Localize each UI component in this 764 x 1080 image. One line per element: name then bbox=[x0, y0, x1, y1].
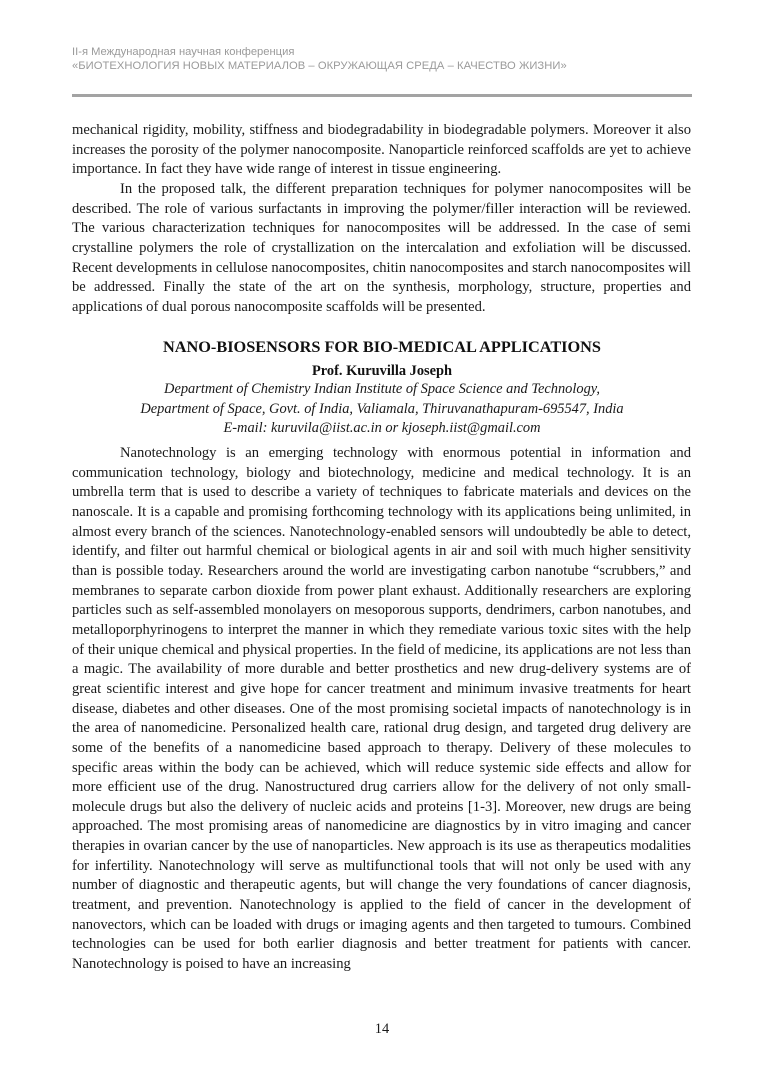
paragraph: mechanical rigidity, mobility, stiffness and biodegradability in biodegradable polymers. Moreover it also increases the porosity of the polymer nanocomposite. Nanoparticle reinforced scaffolds are yet to achieve importance. In fact they have wide range of interest in tissue engineering. bbox=[72, 122, 691, 178]
previous-article-text bbox=[72, 121, 691, 318]
page-number: 14 bbox=[374, 1021, 390, 1037]
conference-theme: «БИОТЕХНОЛОГИЯ НОВЫХ МАТЕРИАЛОВ – ОКРУЖАЮЩАЯ СРЕДА – КАЧЕСТВО ЖИЗНИ» bbox=[72, 59, 567, 72]
affiliation-line: Department of Chemistry Indian Institute of Space Science and Technology, bbox=[164, 381, 600, 397]
author-affiliation bbox=[72, 380, 692, 439]
affiliation-line: Department of Space, Govt. of India, Valiamala, Thiruvanathapuram-695547, India bbox=[140, 400, 624, 417]
article-author bbox=[72, 362, 692, 380]
author-name: . Kuruvilla Joseph bbox=[338, 363, 453, 379]
conference-name: II-я Международная научная конференция bbox=[72, 46, 295, 58]
article-body bbox=[72, 444, 691, 975]
paragraph: In the proposed talk, the different preparation techniques for polymer nanocomposites will be described. The role of various surfactants in improving the polymer/filler interaction will be reviewed. The various characterization techniques for nanocomposites will be addressed. In the case of semi crystalline polymers the role of crystallization on the intercalation and exfoliation will be discussed. Recent developments in cellulose nanocomposites, chitin nanocomposites and starch nanocomposites will be addressed. Finally the state of the art on the synthesis, morphology, structure, properties and applications of dual porous nanocomposite scaffolds will be presented. bbox=[72, 180, 691, 315]
email-line: E-mail: kuruvila@iist.ac.in or kjoseph.iist@gmail.com bbox=[223, 420, 541, 436]
article-title: NANO-BIOSENSORS FOR BIO-MEDICAL APPLICATIONS bbox=[162, 337, 601, 356]
author-prefix: Prof bbox=[311, 363, 339, 379]
running-header bbox=[72, 46, 692, 73]
paragraph: Nanotechnology is an emerging technology with enormous potential in information and communication technology, biology and biotechnology, medicine and medical technology. It is an umbrella term that is used to describe a variety of techniques to fabricate materials and devices on the nanoscale. It is a capable and promising forthcoming technology with its applications being unlimited, in almost every branch of the sciences. Nanotechnology-enabled sensors will undoubtedly be able to detect, identify, and filter out harmful chemical or biological agents in air and soil with much higher sensitivity than is possible today. Researchers around the world are investigating carbon nanotube “scrubbers,” and membranes to separate carbon dioxide from power plant exhaust. Additionally researchers are exploring particles such as self-assembled monolayers on mesoporous supports, dendrimers, carbon nanotubes, and metalloporphyrinogens to interpret the manner in which they remediate various toxic sites with the help of their unique chemical and physical properties. In the field of medicine, its applications are not less than a magic. The availability of more durable and better prosthetics and new drug-delivery systems are of great scientific interest and give hope for cancer treatment and minimum invasive treatments for heart disease, diabetes and other diseases. One of the most promising societal impacts of nanotechnology is in the area of nanomedicine. Personalized health care, rational drug design, and targeted drug delivery are some of the benefits of a nanomedicine based approach to therapy. Delivery of these molecules to specific areas within the body can be achieved, which will reduce systemic side effects and allow for more efficient use of the drug. Nanostructured drug carriers allow for the delivery of not only small-molecule drugs but also the delivery of nucleic acids and proteins [1-3]. Moreover, new drugs are being approached. The most promising areas of nanomedicine are diagnostics by in vitro imaging and cancer therapies in ovarian cancer by the use of nanoparticles. New approach is its use as therapeutics modalities for infertility. Nanotechnology will serve as multifunctional tools that will not only be used with any number of diagnostic and therapeutic agents, but will change the very foundations of cancer diagnosis, treatment, and prevention. Nanotechnology is applied to the field of cancer in the development of nanovectors, which can be loaded with drugs or imaging agents and then targeted to tumours. Combined technologies can be used for both earlier diagnosis and better treatment for patients with cancer. Nanotechnology is poised to have an increasing bbox=[72, 445, 691, 973]
header-divider bbox=[72, 94, 692, 97]
